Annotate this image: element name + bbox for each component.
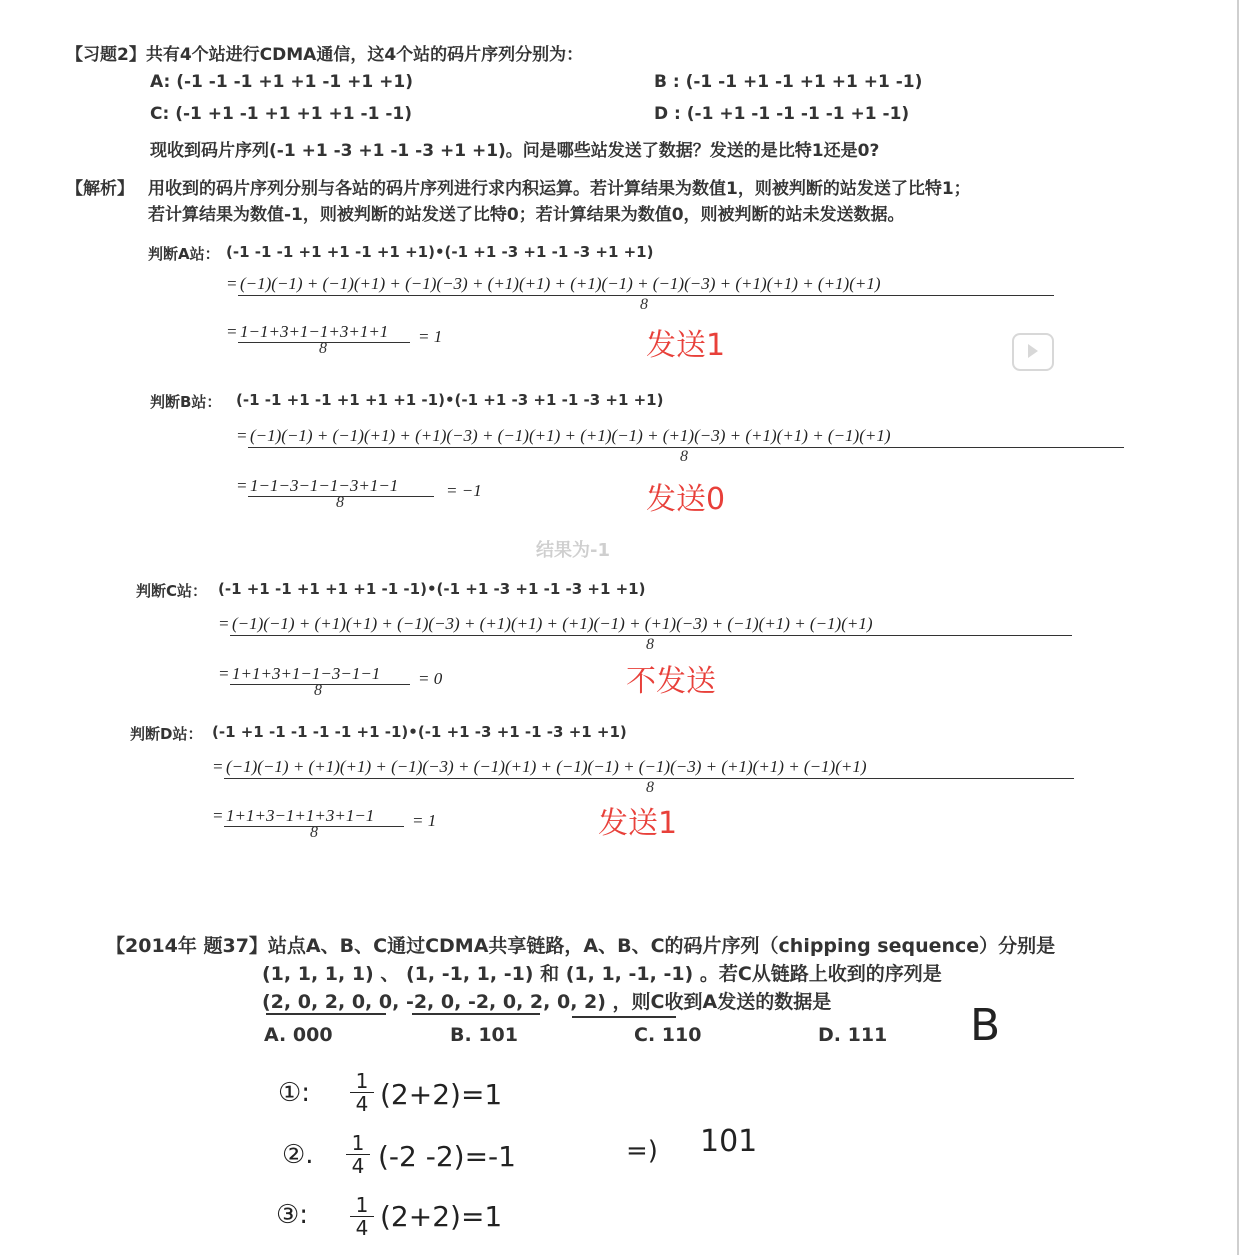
calc-d-eq2: =	[212, 806, 224, 825]
watermark-text: 结果为-1	[536, 540, 610, 561]
hand-fraction-3-num: 1	[355, 1193, 369, 1217]
calc-a-note: 发送1	[646, 328, 726, 363]
calc-d-numerator: (−1)(−1) + (+1)(+1) + (−1)(−3) + (−1)(+1) + (−1)(−1) + (−1)(−3) + (+1)(+1) + (−1)(+1)	[226, 757, 867, 776]
hand-fraction-2-den: 4	[346, 1154, 370, 1177]
station-d-sequence: D : (-1 +1 -1 -1 -1 -1 +1 -1)	[654, 104, 910, 124]
q37-underline-3	[572, 1016, 676, 1018]
calc-c-eq2: =	[218, 664, 230, 683]
calc-b-label: 判断B站：	[150, 393, 222, 411]
hand-expr-3: (2+2)=1	[380, 1200, 503, 1233]
calc-c-expr: (-1 +1 -1 +1 +1 +1 -1 -1)•(-1 +1 -3 +1 -1 -3 +1 +1)	[218, 580, 646, 598]
analysis-label: 【解析】	[66, 179, 134, 199]
q37-line-1: 【2014年 题37】站点A、B、C通过CDMA共享链路，A、B、C的码片序列（chipping sequence）分别是	[106, 935, 1056, 957]
hand-arrow: =)	[626, 1136, 658, 1166]
calc-d-expr: (-1 +1 -1 -1 -1 -1 +1 -1)•(-1 +1 -3 +1 -1 -3 +1 +1)	[212, 723, 627, 741]
calc-a-expr: (-1 -1 -1 +1 +1 -1 +1 +1)•(-1 +1 -3 +1 -1 -3 +1 +1)	[226, 243, 654, 261]
calc-d-result: = 1	[412, 811, 437, 830]
calc-c-result: = 0	[418, 669, 443, 688]
calc-a-eq: =	[226, 274, 238, 293]
hand-fraction-3-den: 4	[350, 1216, 374, 1239]
analysis-line-1: 用收到的码片序列分别与各站的码片序列进行求内积运算。若计算结果为数值1，则被判断的站发送了比特1；	[148, 179, 971, 199]
calc-b-eq: =	[236, 426, 248, 445]
hand-fraction-2	[346, 1132, 370, 1177]
q37-line-2: (1, 1, 1, 1) 、 (1, -1, 1, -1) 和 (1, 1, -1, -1) 。若C从链路上收到的序列是	[262, 963, 942, 985]
calc-d-eq: =	[212, 757, 224, 776]
calc-a-denominator: 8	[640, 296, 648, 313]
calc-b-numerator: (−1)(−1) + (−1)(+1) + (+1)(−3) + (−1)(+1) + (+1)(−1) + (+1)(−3) + (+1)(+1) + (−1)(+1)	[250, 426, 891, 445]
calc-c-numerator: (−1)(−1) + (+1)(+1) + (−1)(−3) + (+1)(+1) + (+1)(−1) + (+1)(−3) + (−1)(+1) + (−1)(+1)	[232, 614, 873, 633]
calc-a-sum-den: 8	[319, 340, 327, 357]
hand-fraction-2-num: 1	[351, 1131, 365, 1155]
hand-fraction-1-den: 4	[350, 1092, 374, 1115]
hand-fraction-1	[350, 1070, 374, 1115]
station-c-sequence: C: (-1 +1 -1 +1 +1 +1 -1 -1)	[150, 104, 412, 124]
hand-result: 101	[700, 1124, 758, 1159]
q37-line-3: (2, 0, 2, 0, 0, -2, 0, -2, 0, 2, 0, 2) ，则C收到A发送的数据是	[262, 991, 832, 1013]
analysis-line-2: 若计算结果为数值-1，则被判断的站发送了比特0；若计算结果为数值0，则被判断的站未发送数据。	[148, 205, 905, 225]
calc-c-note: 不发送	[626, 664, 716, 699]
station-a-sequence: A: (-1 -1 -1 +1 +1 -1 +1 +1)	[150, 72, 413, 92]
calc-b-result: = −1	[446, 481, 482, 500]
calc-c-eq: =	[218, 614, 230, 633]
exercise-question: 现收到码片序列(-1 +1 -3 +1 -1 -3 +1 +1)。问是哪些站发送了数据？发送的是比特1还是0?	[150, 141, 880, 161]
calc-c-sum: 1+1+3+1−1−3−1−1	[232, 664, 381, 683]
q37-option-a: A. 000	[264, 1024, 333, 1046]
q37-option-c: C. 110	[634, 1024, 702, 1046]
calc-b-eq2: =	[236, 476, 248, 495]
calc-b-sum-den: 8	[336, 494, 344, 511]
play-icon[interactable]	[1012, 333, 1054, 371]
calc-b-sum: 1−1−3−1−1−3+1−1	[250, 476, 399, 495]
hand-fraction-3	[350, 1194, 374, 1239]
calc-b-expr: (-1 -1 +1 -1 +1 +1 +1 -1)•(-1 +1 -3 +1 -1 -3 +1 +1)	[236, 391, 664, 409]
calc-d-sum: 1+1+3−1+1+3+1−1	[226, 806, 375, 825]
calc-b-denominator: 8	[680, 448, 688, 465]
calc-b-note: 发送0	[646, 482, 726, 517]
hand-expr-2: (-2 -2)=-1	[378, 1140, 516, 1173]
hand-mark-1: ①:	[278, 1078, 311, 1108]
hand-expr-1: (2+2)=1	[380, 1078, 503, 1111]
q37-underline-2	[412, 1013, 540, 1015]
calc-c-denominator: 8	[646, 636, 654, 653]
calc-a-eq2: =	[226, 322, 238, 341]
calc-d-denominator: 8	[646, 779, 654, 796]
hand-mark-3: ③:	[276, 1200, 309, 1230]
calc-d-note: 发送1	[598, 806, 678, 841]
q37-option-b: B. 101	[450, 1024, 518, 1046]
calc-c-sum-den: 8	[314, 682, 322, 699]
q37-answer: B	[970, 1000, 1001, 1051]
calc-d-label: 判断D站：	[130, 725, 203, 743]
calc-a-numerator: (−1)(−1) + (−1)(+1) + (−1)(−3) + (+1)(+1) + (+1)(−1) + (−1)(−3) + (+1)(+1) + (+1)(+1)	[240, 274, 881, 293]
hand-fraction-1-num: 1	[355, 1069, 369, 1093]
calc-c-label: 判断C站：	[136, 582, 208, 600]
hand-mark-2: ②.	[282, 1140, 314, 1170]
calc-a-sum: 1−1+3+1−1+3+1+1	[240, 322, 389, 341]
calc-a-label: 判断A站：	[148, 245, 220, 263]
exercise-title: 【习题2】共有4个站进行CDMA通信，这4个站的码片序列分别为：	[66, 45, 584, 65]
calc-a-result: = 1	[418, 327, 443, 346]
calc-d-sum-den: 8	[310, 824, 318, 841]
q37-underline-1	[266, 1013, 386, 1015]
station-b-sequence: B : (-1 -1 +1 -1 +1 +1 +1 -1)	[654, 72, 923, 92]
q37-option-d: D. 111	[818, 1024, 888, 1046]
